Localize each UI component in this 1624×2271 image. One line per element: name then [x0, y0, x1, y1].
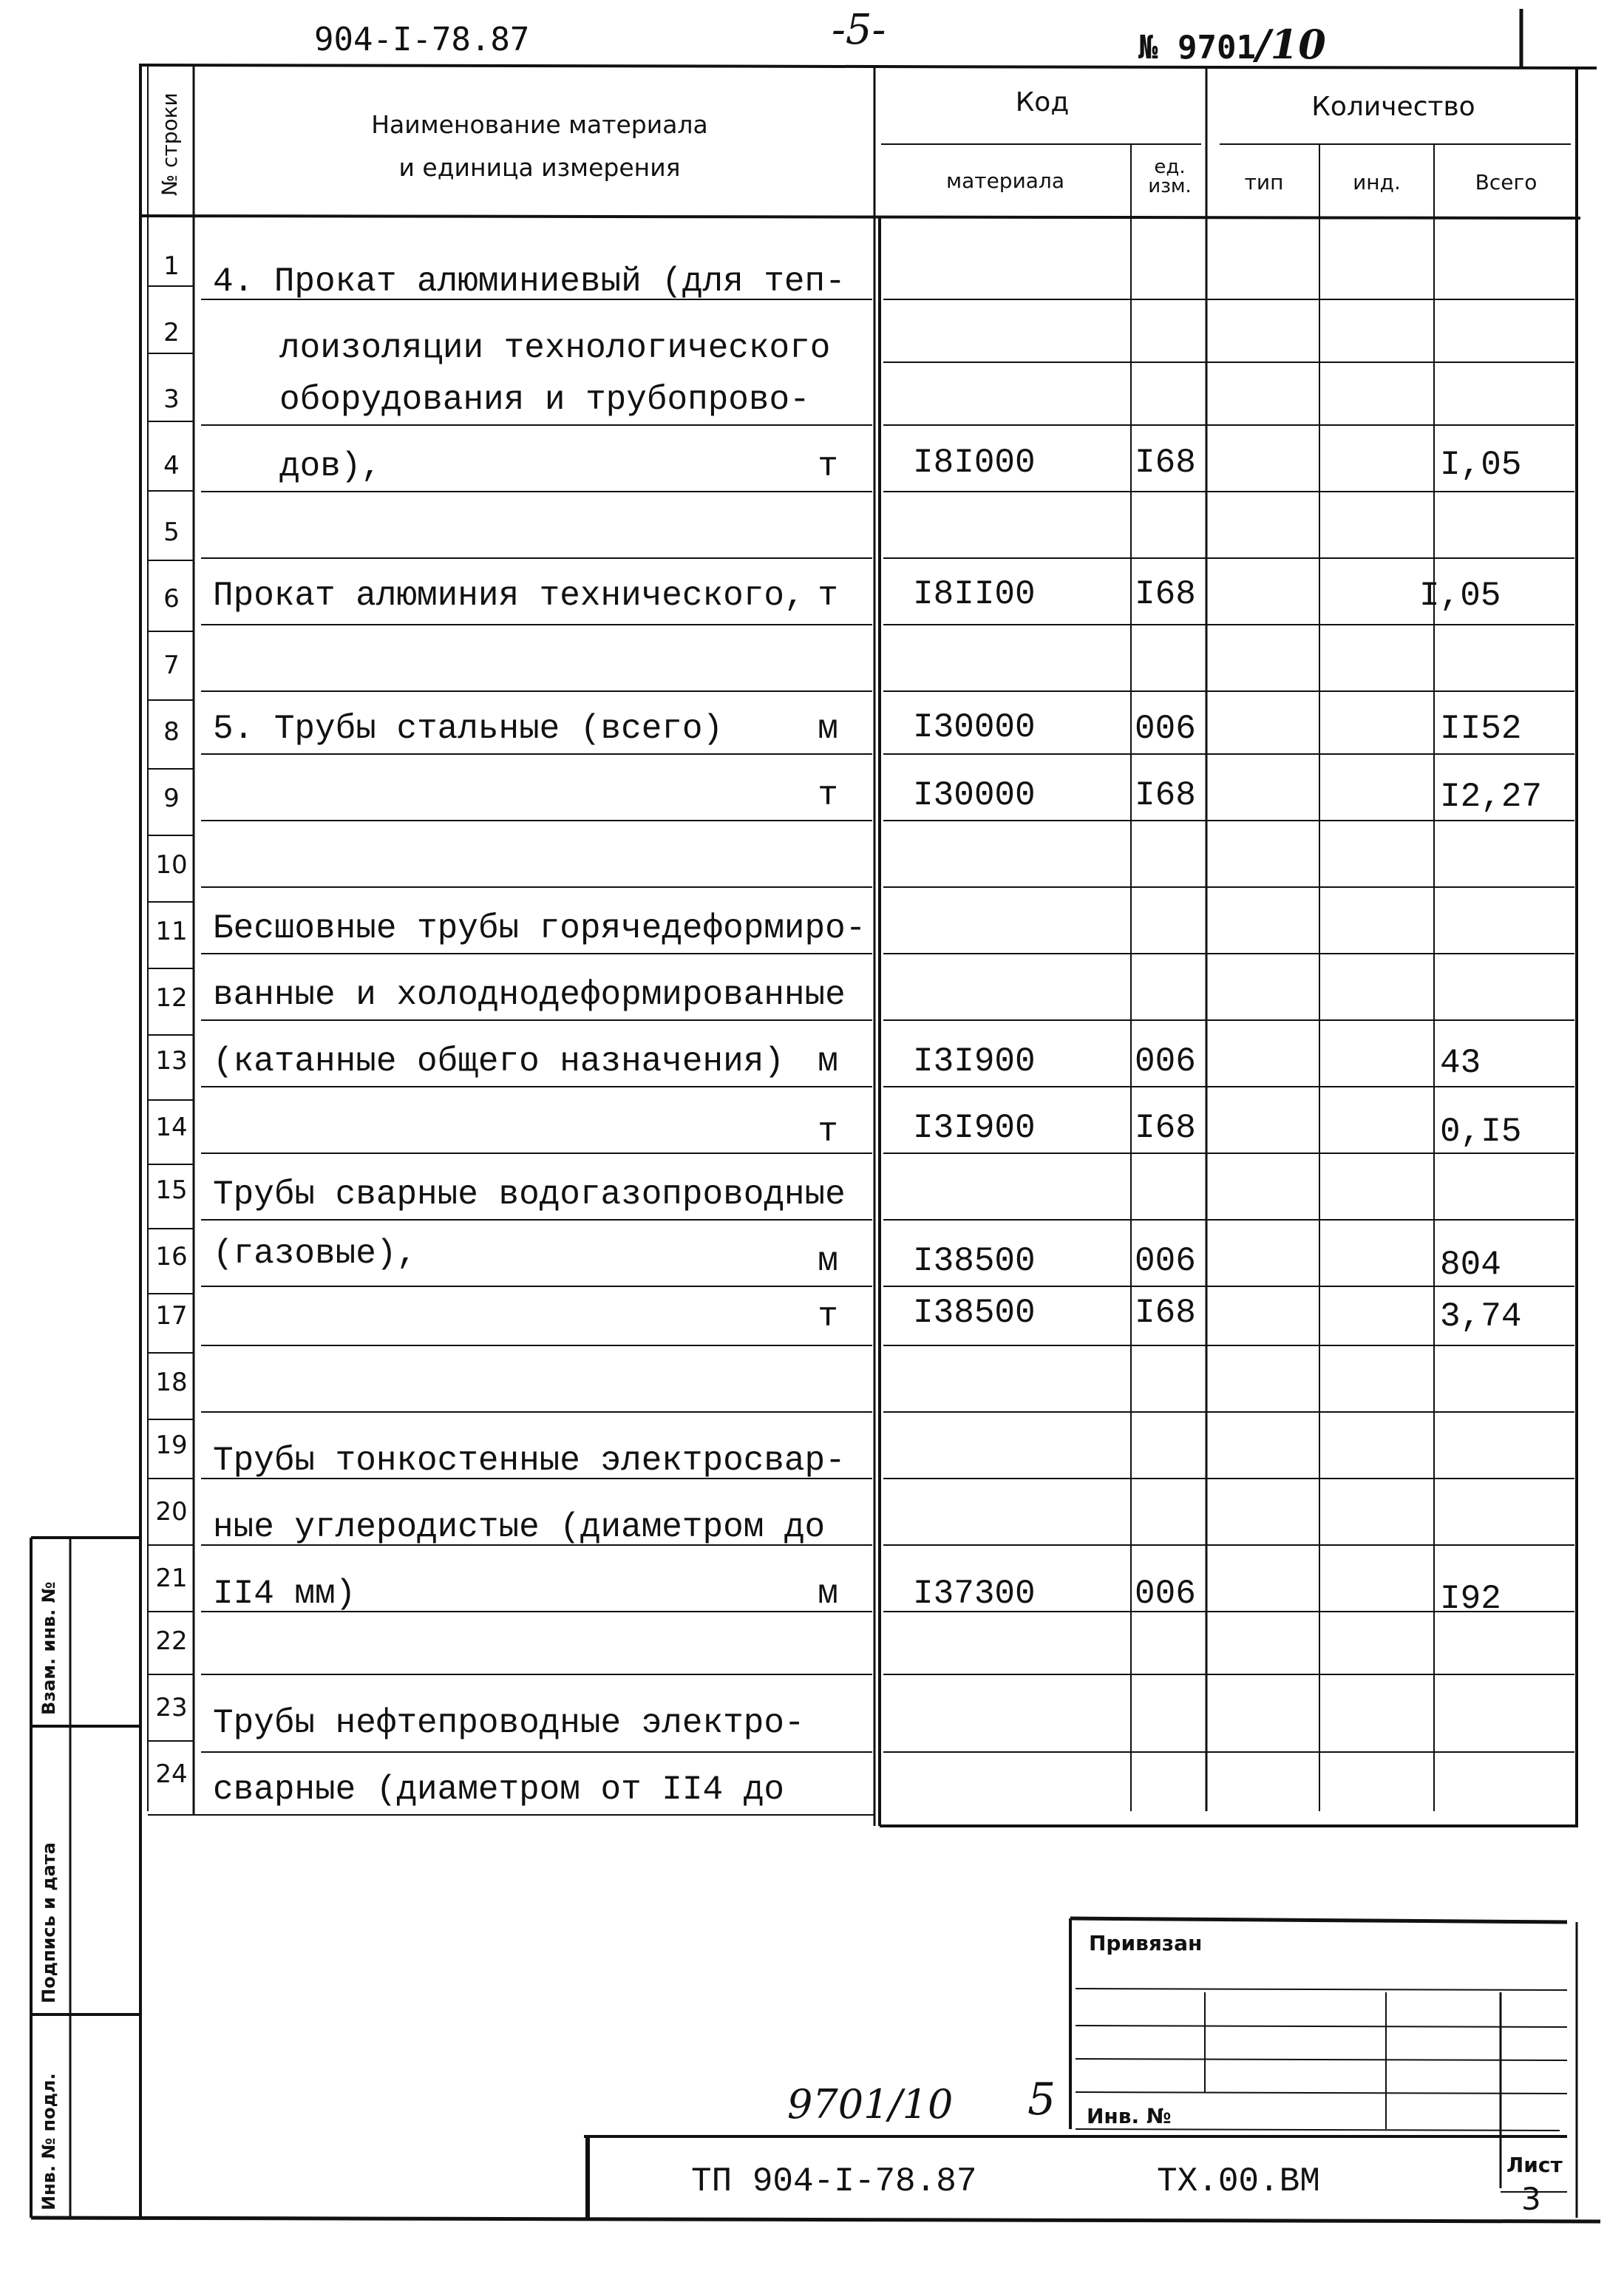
row-number: 22	[155, 1626, 188, 1656]
row-unit: т	[818, 577, 838, 615]
row-unit-code: I68	[1135, 1109, 1196, 1147]
row-unit: т	[818, 1297, 838, 1336]
row-code: I37300	[913, 1575, 1036, 1613]
row-code: I30000	[913, 776, 1036, 815]
col-header-name	[222, 103, 857, 189]
row-code: I8II00	[913, 575, 1036, 614]
list-value: 3	[1521, 2181, 1541, 2217]
stamp-inv: Инв. № подл.	[38, 2073, 59, 2210]
row-number: 4	[163, 451, 180, 481]
col-header-code-unit: ед. изм.	[1148, 156, 1192, 197]
title-inv-label: Инв. №	[1087, 2104, 1172, 2128]
row-code: I38500	[913, 1242, 1036, 1280]
row-unit: м	[818, 1575, 838, 1613]
col-header-code: Код	[1015, 87, 1070, 118]
col-header-name-line2: и единица измерения	[398, 153, 681, 182]
col-header-qty-type: тип	[1244, 170, 1284, 194]
sheet-number-suffix: /10	[1255, 21, 1326, 68]
row-total: 804	[1440, 1246, 1501, 1284]
col-header-qty-total: Всего	[1475, 170, 1538, 194]
row-number: 13	[155, 1046, 188, 1076]
row-total: I2,27	[1440, 778, 1543, 816]
row-code: I30000	[913, 708, 1036, 747]
row-total: 0,I5	[1440, 1113, 1522, 1151]
page-mark: -5-	[832, 6, 886, 54]
row-desc: II4 мм)	[213, 1575, 356, 1613]
project-code: ТП 904-I-78.87	[691, 2162, 977, 2201]
row-unit: м	[818, 1242, 838, 1280]
row-number: 8	[163, 717, 180, 747]
sheet-code: ТХ.00.ВМ	[1157, 2162, 1320, 2201]
row-number: 7	[163, 651, 180, 680]
row-number: 9	[163, 784, 180, 813]
row-unit-code: 006	[1135, 710, 1196, 748]
col-header-rownum: № строки	[157, 92, 182, 196]
row-number: 10	[155, 850, 188, 880]
row-unit-code: I68	[1135, 575, 1196, 614]
row-desc: (газовые),	[213, 1235, 418, 1273]
doc-code: 904-I-78.87	[314, 21, 530, 58]
row-unit-code: 006	[1135, 1042, 1196, 1081]
row-desc: (катанные общего назначения)	[213, 1042, 784, 1081]
col-header-qty-ind: инд.	[1353, 170, 1401, 194]
handwritten-page: 5	[1027, 2074, 1056, 2125]
row-unit: т	[818, 776, 838, 815]
row-unit: м	[818, 710, 838, 748]
row-number: 1	[163, 251, 180, 281]
row-code: I38500	[913, 1294, 1036, 1332]
row-desc: ные углеродистые (диаметром до	[213, 1508, 826, 1547]
sheet-number	[1138, 21, 1326, 68]
row-desc: сварные (диаметром от II4 до	[213, 1771, 784, 1809]
col-header-name-line1: Наименование материала	[371, 110, 708, 139]
row-number: 16	[155, 1242, 188, 1272]
row-number: 18	[155, 1368, 188, 1397]
row-unit: т	[818, 1113, 838, 1151]
stamp-vzam: Взам. инв. №	[38, 1581, 59, 1715]
row-total: II52	[1440, 710, 1522, 748]
row-desc: Трубы сварные водогазопроводные	[213, 1175, 846, 1214]
row-unit-code: 006	[1135, 1575, 1196, 1613]
row-unit: т	[818, 447, 838, 486]
row-desc: Прокат алюминия технического,	[213, 577, 805, 615]
row-number: 5	[163, 517, 180, 547]
row-number: 12	[155, 983, 188, 1013]
sheet-number-main: № 9701	[1138, 29, 1256, 67]
row-unit-code: I68	[1135, 776, 1196, 815]
row-total: I,05	[1440, 446, 1522, 484]
row-unit: м	[818, 1042, 838, 1081]
row-desc: ванные и холоднодеформированные	[213, 976, 846, 1014]
row-number: 20	[155, 1497, 188, 1527]
row-number: 11	[155, 917, 188, 946]
list-label: Лист	[1506, 2153, 1563, 2177]
row-desc: дов),	[279, 447, 382, 486]
row-code: I8I000	[913, 444, 1036, 482]
col-header-qty: Количество	[1311, 92, 1475, 122]
row-number: 24	[155, 1759, 188, 1789]
row-number: 6	[163, 584, 180, 614]
row-number: 15	[155, 1175, 188, 1205]
row-number: 23	[155, 1693, 188, 1722]
row-number: 3	[163, 384, 180, 414]
row-code: I3I900	[913, 1042, 1036, 1081]
row-desc: Бесшовные трубы горячедеформиро-	[213, 909, 866, 948]
row-desc: 5. Трубы стальные (всего)	[213, 710, 724, 748]
row-desc: оборудования и трубопрово-	[279, 381, 810, 419]
title-privyazan: Привязан	[1089, 1931, 1203, 1955]
row-desc: лоизоляции технологического	[279, 329, 831, 367]
row-number: 2	[163, 318, 180, 347]
row-unit-code: 006	[1135, 1242, 1196, 1280]
row-number: 14	[155, 1113, 188, 1142]
row-total: 43	[1440, 1044, 1481, 1082]
row-desc: Трубы тонкостенные электросвар-	[213, 1442, 846, 1480]
row-total: 3,74	[1440, 1297, 1522, 1336]
row-desc: Трубы нефтепроводные электро-	[213, 1704, 805, 1742]
row-unit-code: I68	[1135, 444, 1196, 482]
row-unit-code: I68	[1135, 1294, 1196, 1332]
col-header-code-material: материала	[945, 169, 1064, 193]
row-number: 21	[155, 1564, 188, 1593]
row-desc: 4. Прокат алюминиевый (для теп-	[213, 262, 846, 301]
row-total: I,05	[1419, 577, 1501, 615]
stamp-podpis: Подпись и дата	[38, 1842, 59, 2003]
handwritten-number: 9701/10	[787, 2081, 954, 2128]
row-number: 19	[155, 1430, 188, 1460]
row-number: 17	[155, 1301, 188, 1331]
row-code: I3I900	[913, 1109, 1036, 1147]
row-total: I92	[1440, 1580, 1501, 1618]
